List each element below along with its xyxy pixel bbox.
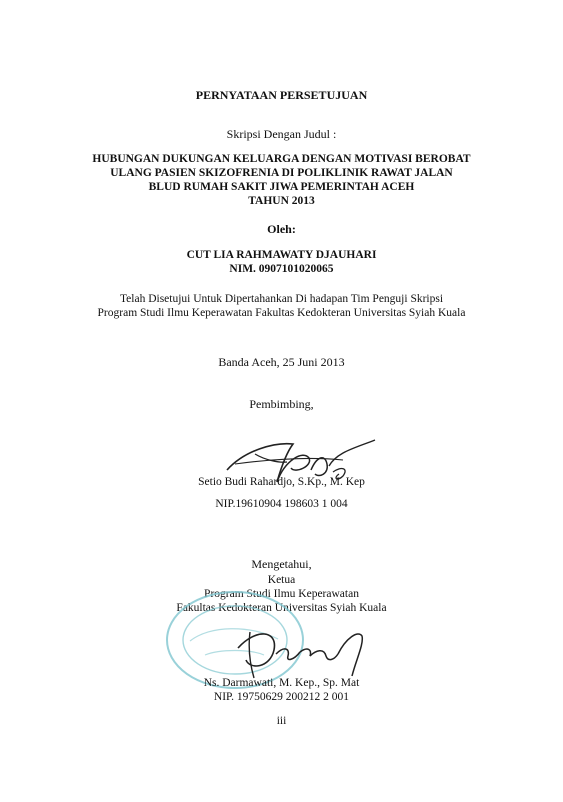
place-date: Banda Aceh, 25 Juni 2013 bbox=[218, 355, 345, 369]
supervisor-role: Pembimbing, bbox=[249, 397, 314, 411]
head-name: Ns. Darmawati, M. Kep., Sp. Mat bbox=[203, 677, 360, 689]
title-line-4: TAHUN 2013 bbox=[248, 195, 315, 207]
by-label: Oleh: bbox=[267, 222, 296, 236]
page-number: iii bbox=[276, 715, 287, 727]
program-name: Program Studi Ilmu Keperawatan bbox=[204, 588, 359, 600]
head-signature bbox=[228, 620, 378, 682]
author-name: CUT LIA RAHMAWATY DJAUHARI bbox=[186, 249, 377, 261]
head-title: Ketua bbox=[267, 574, 296, 586]
head-nip: NIP. 19750629 200212 2 001 bbox=[213, 691, 350, 703]
approval-line-2: Program Studi Ilmu Keperawatan Fakultas Kedokteran Universitas Syiah Kuala bbox=[97, 307, 466, 319]
supervisor-name: Setio Budi Rahardjo, S.Kp., M. Kep bbox=[198, 476, 365, 488]
acknowledged-label: Mengetahui, bbox=[251, 557, 312, 571]
approval-line-1: Telah Disetujui Untuk Dipertahankan Di hadapan Tim Penguji Skripsi bbox=[119, 293, 444, 305]
thesis-label: Skripsi Dengan Judul : bbox=[226, 127, 337, 141]
author-nim: NIM. 0907101020065 bbox=[229, 263, 334, 275]
supervisor-nip: NIP.19610904 198603 1 004 bbox=[215, 498, 348, 510]
faculty-name: Fakultas Kedokteran Universitas Syiah Kuala bbox=[176, 602, 387, 614]
page-heading: PERNYATAAN PERSETUJUAN bbox=[195, 88, 368, 102]
title-line-3: BLUD RUMAH SAKIT JIWA PEMERINTAH ACEH bbox=[148, 181, 415, 193]
title-line-2: ULANG PASIEN SKIZOFRENIA DI POLIKLINIK RAWAT JALAN bbox=[110, 167, 453, 179]
title-line-1: HUBUNGAN DUKUNGAN KELUARGA DENGAN MOTIVASI BEROBAT bbox=[92, 153, 471, 165]
